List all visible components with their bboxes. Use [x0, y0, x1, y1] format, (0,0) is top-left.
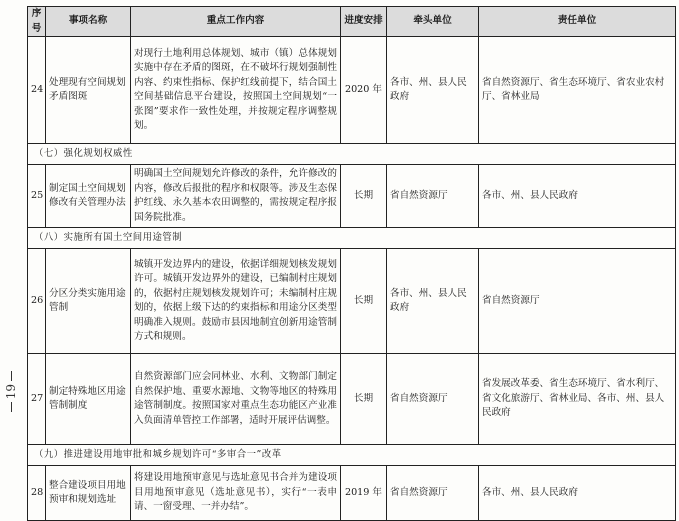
section-row — [28, 144, 676, 165]
row-lead-unit: 各市、州、县人民政府 — [387, 37, 479, 144]
page-number-dash-top — [11, 371, 12, 381]
page-number-dash-bottom — [11, 402, 12, 412]
header-responsible-unit: 责任单位 — [479, 7, 676, 37]
table-row — [28, 249, 676, 354]
row-no: 25 — [28, 165, 46, 228]
table-row — [28, 354, 676, 445]
header-schedule: 进度安排 — [341, 7, 387, 37]
header-lead-unit: 牵头单位 — [387, 7, 479, 37]
row-item-name: 分区分类实施用途管制 — [46, 249, 131, 354]
row-no: 28 — [28, 466, 46, 521]
row-content: 将建设用地预审意见与选址意见书合并为建设项目用地预审意见（选址意见书），实行“一表申请、一窗受理、一并办结”。 — [131, 466, 341, 521]
section-title: （八）实施所有国土空间用途管制 — [28, 228, 676, 249]
row-responsible-unit: 省自然资源厅、省生态环境厅、省农业农村厅、省林业局 — [479, 37, 676, 144]
section-row — [28, 228, 676, 249]
row-lead-unit: 省自然资源厅 — [387, 165, 479, 228]
row-responsible-unit: 省自然资源厅 — [479, 249, 676, 354]
page-number-text: 19 — [4, 384, 18, 400]
row-schedule: 2019 年 — [341, 466, 387, 521]
section-title: （九）推进建设用地审批和城乡规划许可“多审合一”改革 — [28, 445, 676, 466]
section-title: （七）强化规划权威性 — [28, 144, 676, 165]
row-item-name: 整合建设项目用地预审和规划选址 — [46, 466, 131, 521]
row-content: 对现行土地利用总体规划、城市（镇）总体规划实施中存在矛盾的图斑，在不破坏行规划强制性内容、约束性指标、保护红线前提下，结合国土空间基础信息平台建设，按照国土空间规划“一张图”要求作一致性处理，并按规定程序调整规划。 — [131, 37, 341, 144]
row-content: 城镇开发边界内的建设，依据详细规划核发规划许可。城镇开发边界外的建设，已编制村庄规划的，依据村庄规划核发规划许可；未编制村庄规划的，依据上级下达的约束指标和用途分区类型明确准入规则。鼓励市县因地制宜创新用途管制方式和规则。 — [131, 249, 341, 354]
table-row — [28, 466, 676, 521]
row-schedule: 2020 年 — [341, 37, 387, 144]
work-plan-table — [27, 6, 676, 521]
row-schedule: 长期 — [341, 165, 387, 228]
row-lead-unit: 省自然资源厅 — [387, 354, 479, 445]
header-no: 序号 — [28, 7, 46, 37]
row-responsible-unit: 省发展改革委、省生态环境厅、省水利厅、省文化旅游厅、省林业局、各市、州、县人民政府 — [479, 354, 676, 445]
page-number — [4, 368, 18, 448]
table-row — [28, 37, 676, 144]
row-content: 自然资源部门应会同林业、水利、文物部门制定自然保护地、重要水源地、文物等地区的特殊用途管制制度。按照国家对重点生态功能区产业准入负面清单管控工作部署，适时开展评估调整。 — [131, 354, 341, 445]
row-schedule: 长期 — [341, 249, 387, 354]
row-item-name: 处理现有空间规划矛盾图斑 — [46, 37, 131, 144]
row-lead-unit: 省自然资源厅 — [387, 466, 479, 521]
row-no: 26 — [28, 249, 46, 354]
row-schedule: 长期 — [341, 354, 387, 445]
row-lead-unit: 各市、州、县人民政府 — [387, 249, 479, 354]
row-item-name: 制定国土空间规划修改有关管理办法 — [46, 165, 131, 228]
table-row — [28, 165, 676, 228]
header-content: 重点工作内容 — [131, 7, 341, 37]
row-responsible-unit: 各市、州、县人民政府 — [479, 165, 676, 228]
row-content: 明确国土空间规划允许修改的条件，允许修改的内容，修改后报批的程序和权限等。涉及生态保护红线、永久基本农田调整的，需按规定程序报国务院批准。 — [131, 165, 341, 228]
row-item-name: 制定特殊地区用途管制制度 — [46, 354, 131, 445]
table-header-row — [28, 7, 676, 37]
row-no: 24 — [28, 37, 46, 144]
section-row — [28, 445, 676, 466]
row-no: 27 — [28, 354, 46, 445]
header-item-name: 事项名称 — [46, 7, 131, 37]
row-responsible-unit: 各市、州、县人民政府 — [479, 466, 676, 521]
